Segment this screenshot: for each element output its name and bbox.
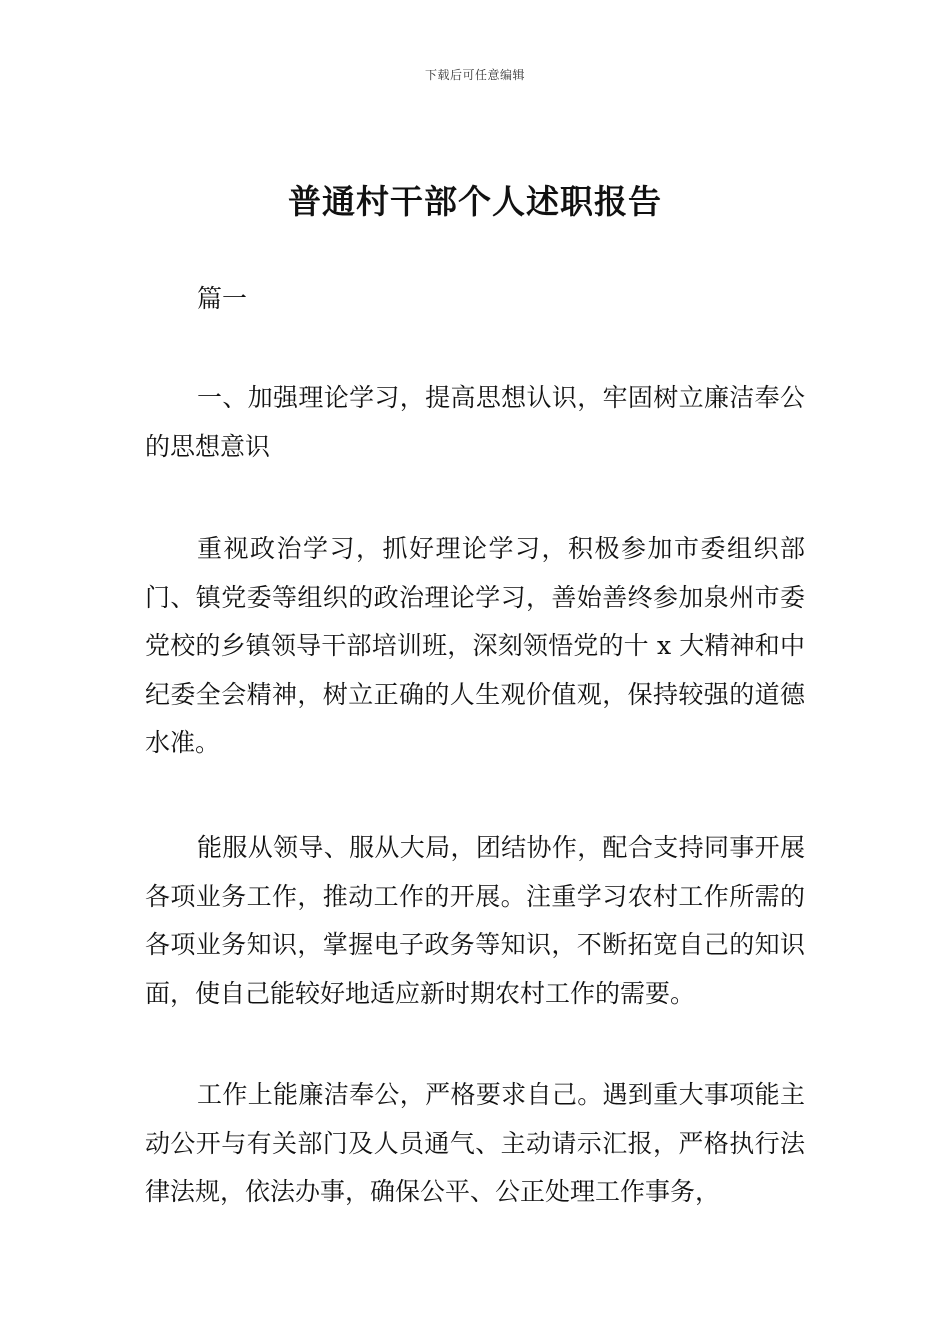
body-paragraph: 工作上能廉洁奉公，严格要求自己。遇到重大事项能主动公开与有关部门及人员通气、主动请示汇报，严格执行法律法规，依法办事，确保公平、公正处理工作事务， [145, 1080, 805, 1206]
section-label: 篇一 [197, 284, 248, 313]
body-paragraph: 重视政治学习，抓好理论学习，积极参加市委组织部门、镇党委等组织的政治理论学习，善始善终参加泉州市委党校的乡镇领导干部培训班，深刻领悟党的十 x 大精神和中纪委全会精神，树立正确的人生观价值观，保持较强的道德水准。 [145, 534, 805, 757]
header-note: 下载后可任意编辑 [424, 68, 525, 82]
section-heading: 一、加强理论学习，提高思想认识，牢固树立廉洁奉公的思想意识 [145, 383, 805, 461]
document-title: 普通村干部个人述职报告 [288, 182, 662, 221]
body-paragraph: 能服从领导、服从大局，团结协作，配合支持同事开展各项业务工作，推动工作的开展。注重学习农村工作所需的各项业务知识，掌握电子政务等知识，不断拓宽自己的知识面，使自己能较好地适应新时期农村工作的需要。 [145, 833, 805, 1008]
